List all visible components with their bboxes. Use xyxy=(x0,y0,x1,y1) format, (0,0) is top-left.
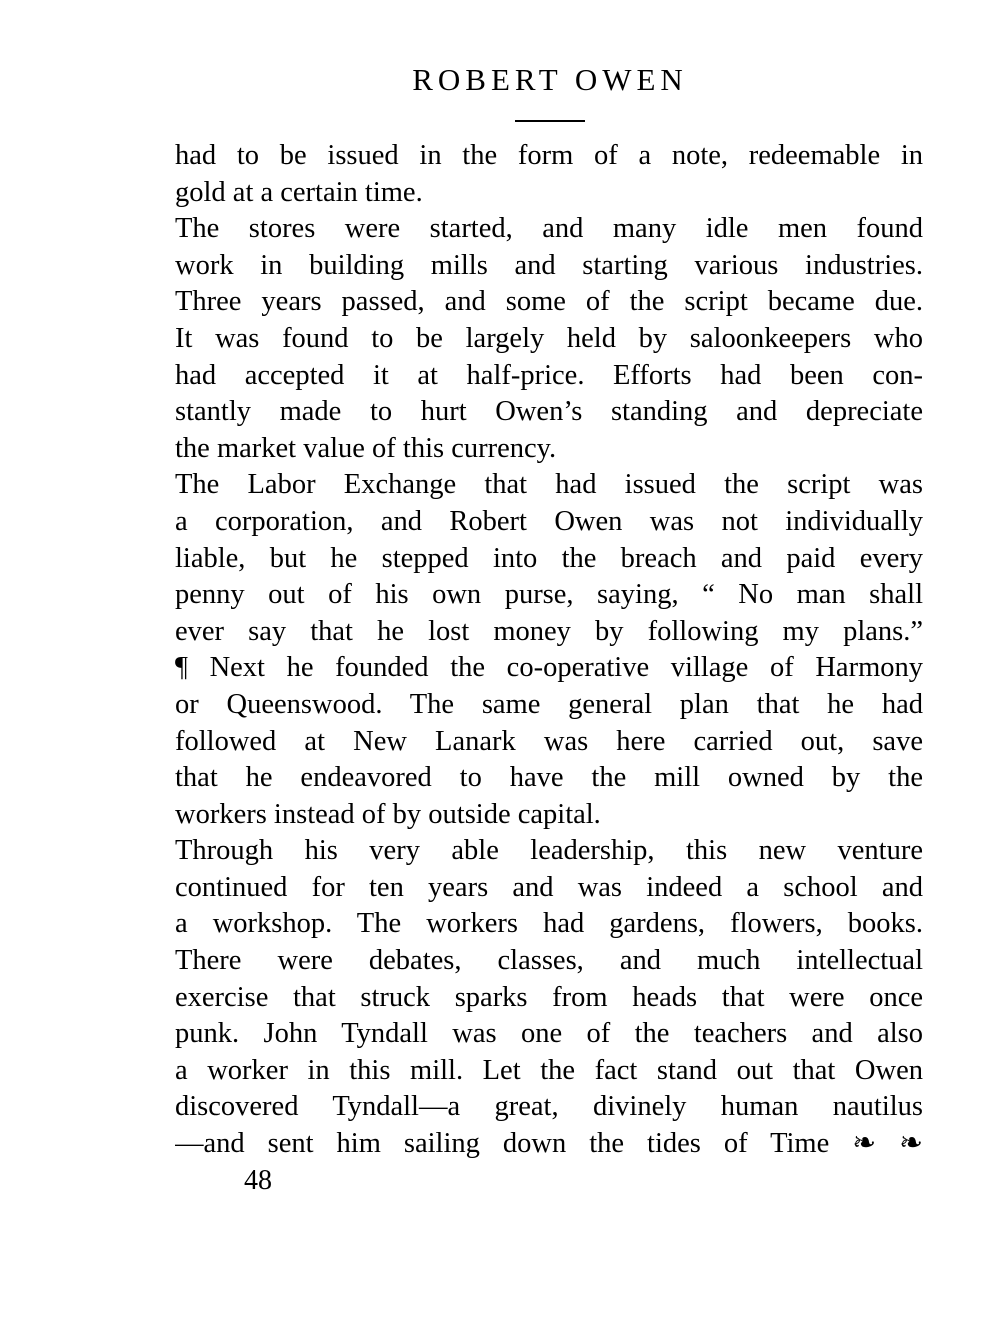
text-line: penny out of his own purse, saying, “ No man shall xyxy=(175,579,923,611)
text-line: Through his very able leadership, this new venture xyxy=(175,835,923,867)
text-line: a worker in this mill. Let the fact stand out that Owen xyxy=(175,1054,923,1086)
text-line: had to be issued in the form of a note, redeemable in xyxy=(175,140,923,171)
page-number: 48 xyxy=(244,1165,272,1196)
text-line: or Queenswood. The same general plan that he had xyxy=(175,688,923,720)
text-line: discovered Tyndall—a great, divinely human nautilus xyxy=(175,1091,923,1123)
text-line: liable, but he stepped into the breach and paid every xyxy=(175,542,923,574)
text-line: a corporation, and Robert Owen was not individually xyxy=(175,505,923,537)
running-header: ROBERT OWEN xyxy=(412,62,688,97)
text-line: gold at a certain time. xyxy=(175,176,423,208)
text-line: —and sent him sailing down the tides of Time ❧ ❧ xyxy=(175,1128,923,1160)
text-line: workers instead of by outside capital. xyxy=(175,798,601,830)
text-line: work in building mills and starting various industries. xyxy=(175,249,923,281)
text-line: followed at New Lanark was here carried out, save xyxy=(175,725,923,757)
text-line: stantly made to hurt Owen’s standing and depreciate xyxy=(175,396,923,428)
text-line: that he endeavored to have the mill owned by the xyxy=(175,762,923,794)
text-line: had accepted it at half-price. Efforts had been con- xyxy=(175,359,923,391)
text-line: punk. John Tyndall was one of the teachers and also xyxy=(175,1018,923,1050)
text-line: a workshop. The workers had gardens, flowers, books. xyxy=(175,908,923,940)
header-rule xyxy=(515,120,585,122)
text-line: the market value of this currency. xyxy=(175,432,557,464)
text-line: ever say that he lost money by following my plans.” xyxy=(175,615,923,647)
text-line: ¶ Next he founded the co-operative village of Harmony xyxy=(175,652,923,684)
text-line: Three years passed, and some of the script became due. xyxy=(175,286,923,318)
page-body xyxy=(175,138,923,1163)
text-line: continued for ten years and was indeed a school and xyxy=(175,871,923,903)
text-line: There were debates, classes, and much intellectual xyxy=(175,945,923,977)
text-line: The stores were started, and many idle men found xyxy=(175,213,923,245)
text-line: The Labor Exchange that had issued the script was xyxy=(175,469,923,501)
text-line: exercise that struck sparks from heads that were once xyxy=(175,981,923,1013)
text-line: It was found to be largely held by saloonkeepers who xyxy=(175,322,923,354)
